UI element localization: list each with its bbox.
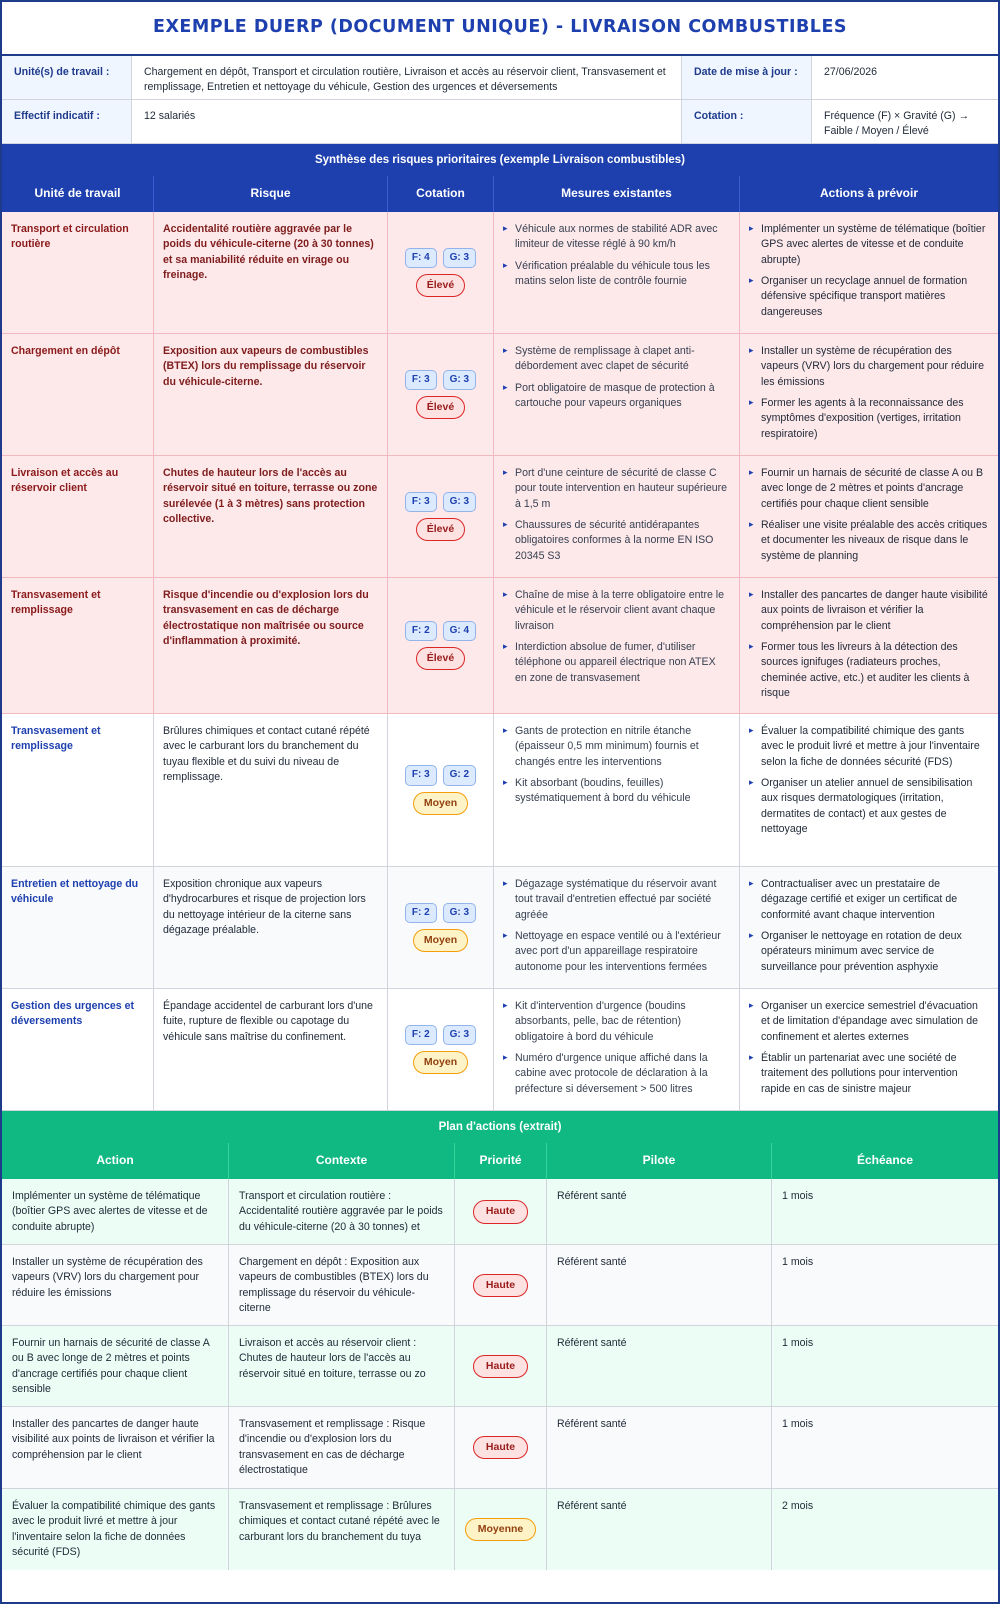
- fg-chips: [405, 370, 476, 391]
- risk-level-badge: Moyen: [413, 1051, 468, 1074]
- frequence-chip: F: 3: [405, 765, 437, 786]
- mesures-cell: [494, 456, 740, 577]
- meta-unites-value: Chargement en dépôt, Transport et circulation routière, Livraison et accès au réservoir client, Transvasement et remplissage, Entretien et nettoyage du véhicule, Gestion des urgences et déversements: [132, 56, 682, 100]
- plan-action: Fournir un harnais de sécurité de classe A ou B avec longe de 2 mètres et points d'ancrage certifiés pour chaque client sensible: [2, 1326, 229, 1407]
- risk-level-badge: Moyen: [413, 929, 468, 952]
- plan-action: Implémenter un système de télématique (boîtier GPS avec alertes de vitesse et de conduite abrupte): [2, 1179, 229, 1245]
- risk-description: Chutes de hauteur lors de l'accès au réservoir situé en toiture, terrasse ou zone surélevée (1 à 3 mètres) sans protection collective.: [154, 456, 388, 577]
- meta-cotation-label: Cotation :: [682, 100, 812, 143]
- risk-row: [2, 456, 998, 578]
- plan-body: [2, 1179, 998, 1570]
- synthese-header: [2, 176, 998, 212]
- risk-row: [2, 989, 998, 1111]
- action-item: ▸ Organiser le nettoyage en rotation de deux opérateurs minimum avec service de surveillance pour prévention asphyxie: [749, 929, 989, 975]
- mesures-list: [503, 999, 730, 1097]
- mesure-item: ▸ Dégazage systématique du réservoir avant tout travail d'entretien effectué par société agréée: [503, 877, 730, 923]
- risk-unit: Chargement en dépôt: [2, 334, 154, 455]
- priority-badge: Haute: [473, 1274, 528, 1297]
- meta-unites-label: Unité(s) de travail :: [2, 56, 132, 100]
- meta-date-value: 27/06/2026: [812, 56, 998, 100]
- fg-chips: [405, 248, 476, 269]
- plan-contexte: Transport et circulation routière : Accidentalité routière aggravée par le poids du véhicule-citerne (20 à 30 tonnes) et: [229, 1179, 455, 1245]
- mesures-list: [503, 466, 730, 564]
- page-title: EXEMPLE DUERP (DOCUMENT UNIQUE) - LIVRAISON COMBUSTIBLES: [152, 17, 848, 38]
- plan-action: Installer un système de récupération des vapeurs (VRV) lors du chargement pour réduire les émissions: [2, 1245, 229, 1326]
- risk-description: Exposition aux vapeurs de combustibles (BTEX) lors du remplissage du réservoir du véhicule-citerne.: [154, 334, 388, 455]
- action-item: ▸ Installer des pancartes de danger haute visibilité aux points de livraison et vérifier la compréhension par le client: [749, 588, 989, 634]
- mesure-item: ▸ Interdiction absolue de fumer, d'utiliser téléphone ou appareil électrique non ATEX en zone de transvasement: [503, 640, 730, 686]
- gravite-chip: G: 3: [443, 1025, 476, 1046]
- mesure-item: ▸ Kit d'intervention d'urgence (boudins absorbants, pelle, bac de rétention) obligatoire à bord du véhicule: [503, 999, 730, 1045]
- plan-action: Évaluer la compatibilité chimique des gants avec le produit livré et mettre à jour l'inventaire selon la fiche de données sécurité (FDS): [2, 1489, 229, 1570]
- risk-cotation: [388, 456, 494, 577]
- risk-row: [2, 714, 998, 867]
- action-item: ▸ Organiser un exercice semestriel d'évacuation et de limitation d'épandage avec simulation de confinement et alertes externes: [749, 999, 989, 1045]
- header-cotation: Cotation: [388, 176, 494, 212]
- risk-unit: Transvasement et remplissage: [2, 578, 154, 713]
- priority-badge: Haute: [473, 1355, 528, 1378]
- title-bar: [2, 2, 998, 56]
- header-echeance: Échéance: [856, 1153, 914, 1168]
- frequence-chip: F: 4: [405, 248, 437, 269]
- risk-unit: Transvasement et remplissage: [2, 714, 154, 866]
- actions-list: [749, 466, 989, 564]
- mesure-item: ▸ Chaussures de sécurité antidérapantes obligatoires conformes à la norme EN ISO 20345 S3: [503, 518, 730, 564]
- risk-cotation: [388, 989, 494, 1110]
- action-item: ▸ Établir un partenariat avec une société de traitement des pollutions pour intervention rapide en cas de sinistre majeur: [749, 1051, 989, 1097]
- frequence-chip: F: 2: [405, 1025, 437, 1046]
- risk-level-badge: Élevé: [416, 647, 465, 670]
- action-item: ▸ Réaliser une visite préalable des accès critiques et documenter les niveaux de risque dans le système de planning: [749, 518, 989, 564]
- gravite-chip: G: 3: [443, 248, 476, 269]
- meta-cotation-value: Fréquence (F) × Gravité (G) → Faible / Moyen / Élevé: [824, 110, 970, 138]
- mesure-item: ▸ Véhicule aux normes de stabilité ADR avec limiteur de vitesse réglé à 90 km/h: [503, 222, 730, 253]
- risk-row: [2, 578, 998, 714]
- frequence-chip: F: 3: [405, 370, 437, 391]
- actions-cell: [740, 456, 998, 577]
- plan-priorite: [455, 1407, 547, 1488]
- meta-effectif-value: 12 salariés: [132, 100, 682, 143]
- mesure-item: ▸ Système de remplissage à clapet anti-débordement avec clapet de sécurité: [503, 344, 730, 375]
- risk-description: Épandage accidentel de carburant lors d'une fuite, rupture de flexible ou capotage du véhicule sans maîtrise du confinement.: [154, 989, 388, 1110]
- action-item: ▸ Contractualiser avec un prestataire de dégazage certifié et exiger un certificat de conformité avant chaque intervention: [749, 877, 989, 923]
- risk-level-badge: Moyen: [413, 792, 468, 815]
- risk-unit: Livraison et accès au réservoir client: [2, 456, 154, 577]
- fg-chips: [405, 1025, 476, 1046]
- meta-effectif-label: Effectif indicatif :: [2, 100, 132, 143]
- mesures-list: [503, 344, 730, 411]
- plan-pilote: Référent santé: [547, 1179, 772, 1245]
- actions-cell: [740, 867, 998, 988]
- mesures-cell: [494, 212, 740, 333]
- plan-title: Plan d'actions (extrait): [2, 1111, 998, 1143]
- plan-contexte: Livraison et accès au réservoir client : Chutes de hauteur lors de l'accès au réservoir situé en toiture, terrasse ou zo: [229, 1326, 455, 1407]
- risk-unit: Gestion des urgences et déversements: [2, 989, 154, 1110]
- action-item: ▸ Former tous les livreurs à la détection des sources ignifuges (radiateurs proches, cheminée active, etc.) et auditer les clients à risque: [749, 640, 989, 701]
- risk-cotation: [388, 334, 494, 455]
- mesure-item: ▸ Port d'une ceinture de sécurité de classe C pour toute intervention en hauteur supérieure à 1,5 m: [503, 466, 730, 512]
- mesures-cell: [494, 578, 740, 713]
- risk-description: Risque d'incendie ou d'explosion lors du transvasement en cas de décharge électrostatique non maîtrisée ou source d'inflammation à proximité.: [154, 578, 388, 713]
- actions-cell: [740, 212, 998, 333]
- plan-contexte: Transvasement et remplissage : Risque d'incendie ou d'explosion lors du transvasement en cas de décharge électrostatique: [229, 1407, 455, 1488]
- header-action: Action: [2, 1143, 229, 1179]
- mesure-item: ▸ Chaîne de mise à la terre obligatoire entre le véhicule et le réservoir client avant chaque livraison: [503, 588, 730, 634]
- plan-action: Installer des pancartes de danger haute visibilité aux points de livraison et vérifier la compréhension par le client: [2, 1407, 229, 1488]
- plan-row: [2, 1407, 998, 1489]
- risk-level-badge: Élevé: [416, 518, 465, 541]
- mesures-cell: [494, 989, 740, 1110]
- mesures-cell: [494, 714, 740, 866]
- fg-chips: [405, 765, 476, 786]
- risk-unit: Transport et circulation routière: [2, 212, 154, 333]
- header-mesures: Mesures existantes: [494, 176, 740, 212]
- actions-cell: [740, 334, 998, 455]
- risk-row: [2, 334, 998, 456]
- actions-list: [749, 588, 989, 702]
- mesures-list: [503, 877, 730, 975]
- frequence-chip: F: 2: [405, 903, 437, 924]
- mesure-item: ▸ Nettoyage en espace ventilé ou à l'extérieur avec port d'un appareillage respiratoire autonome pour les interventions fermées: [503, 929, 730, 975]
- plan-row: [2, 1245, 998, 1326]
- mesure-item: ▸ Numéro d'urgence unique affiché dans la cabine avec protocole de déclaration à la préfecture si déversement > 500 litres: [503, 1051, 730, 1097]
- plan-echeance: 1 mois: [782, 1190, 814, 1202]
- plan-priorite: [455, 1489, 547, 1570]
- risk-cotation: [388, 714, 494, 866]
- meta-date-label: Date de mise à jour :: [682, 56, 812, 100]
- header-unite: Unité de travail: [2, 176, 154, 212]
- priority-badge: Haute: [473, 1200, 528, 1223]
- plan-row: [2, 1489, 998, 1570]
- mesures-cell: [494, 867, 740, 988]
- risk-cotation: [388, 212, 494, 333]
- mesure-item: ▸ Kit absorbant (boudins, feuilles) systématiquement à bord du véhicule: [503, 776, 730, 807]
- risk-cotation: [388, 578, 494, 713]
- gravite-chip: G: 3: [443, 370, 476, 391]
- plan-echeance: 1 mois: [782, 1418, 814, 1430]
- actions-cell: [740, 714, 998, 866]
- actions-list: [749, 999, 989, 1097]
- fg-chips: [405, 903, 476, 924]
- synthese-title: Synthèse des risques prioritaires (exemple Livraison combustibles): [2, 144, 998, 176]
- mesures-list: [503, 588, 730, 686]
- header-actions: Actions à prévoir: [819, 186, 919, 201]
- actions-cell: [740, 989, 998, 1110]
- gravite-chip: G: 4: [443, 621, 476, 642]
- frequence-chip: F: 3: [405, 492, 437, 513]
- frequence-chip: F: 2: [405, 621, 437, 642]
- fg-chips: [405, 492, 476, 513]
- mesure-item: ▸ Port obligatoire de masque de protection à cartouche pour vapeurs organiques: [503, 381, 730, 412]
- mesures-list: [503, 724, 730, 807]
- header-priorite: Priorité: [455, 1143, 547, 1179]
- risk-row: [2, 867, 998, 989]
- plan-echeance: 2 mois: [782, 1500, 814, 1512]
- gravite-chip: G: 3: [443, 492, 476, 513]
- action-item: ▸ Former les agents à la reconnaissance des symptômes d'exposition (vertiges, irritation respiratoire): [749, 396, 989, 442]
- plan-priorite: [455, 1245, 547, 1326]
- risk-unit: Entretien et nettoyage du véhicule: [2, 867, 154, 988]
- priority-badge: Haute: [473, 1436, 528, 1459]
- fg-chips: [405, 621, 476, 642]
- header-risque: Risque: [154, 176, 388, 212]
- gravite-chip: G: 2: [443, 765, 476, 786]
- mesure-item: ▸ Vérification préalable du véhicule tous les matins selon liste de contrôle fournie: [503, 259, 730, 290]
- mesures-list: [503, 222, 730, 289]
- risk-description: Brûlures chimiques et contact cutané répété avec le carburant lors du branchement du tuyau flexible et du suivi du niveau de remplissage.: [154, 714, 388, 866]
- action-item: ▸ Implémenter un système de télématique (boîtier GPS avec alertes de vitesse et de conduite abrupte): [749, 222, 989, 268]
- action-item: ▸ Organiser un recyclage annuel de formation défensive spécifique transport matières dangereuses: [749, 274, 989, 320]
- actions-cell: [740, 578, 998, 713]
- risk-row: [2, 212, 998, 334]
- plan-pilote: Référent santé: [547, 1489, 772, 1570]
- actions-list: [749, 344, 989, 442]
- risk-description: Accidentalité routière aggravée par le poids du véhicule-citerne (20 à 30 tonnes) et sa maniabilité réduite en virage ou freinage.: [154, 212, 388, 333]
- action-item: ▸ Organiser un atelier annuel de sensibilisation aux risques dermatologiques (irritation, dermatites de contact) et aux gestes de nettoyage: [749, 776, 989, 837]
- action-item: ▸ Installer un système de récupération des vapeurs (VRV) lors du chargement pour réduire les émissions: [749, 344, 989, 390]
- header-contexte: Contexte: [229, 1143, 455, 1179]
- gravite-chip: G: 3: [443, 903, 476, 924]
- plan-priorite: [455, 1179, 547, 1245]
- plan-row: [2, 1179, 998, 1245]
- plan-row: [2, 1326, 998, 1407]
- plan-pilote: Référent santé: [547, 1407, 772, 1488]
- priority-badge: Moyenne: [465, 1518, 537, 1541]
- mesures-cell: [494, 334, 740, 455]
- plan-contexte: Chargement en dépôt : Exposition aux vapeurs de combustibles (BTEX) lors du remplissage du réservoir du véhicule-citerne: [229, 1245, 455, 1326]
- risk-cotation: [388, 867, 494, 988]
- synthese-body: [2, 212, 998, 1111]
- actions-list: [749, 877, 989, 975]
- risk-description: Exposition chronique aux vapeurs d'hydrocarbures et risque de projection lors du nettoyage intérieur de la citerne sans dégazage préalable.: [154, 867, 388, 988]
- plan-header: [2, 1143, 998, 1179]
- plan-pilote: Référent santé: [547, 1245, 772, 1326]
- mesure-item: ▸ Gants de protection en nitrile étanche (épaisseur 0,5 mm minimum) fournis et changés entre les interventions: [503, 724, 730, 770]
- plan-pilote: Référent santé: [547, 1326, 772, 1407]
- plan-priorite: [455, 1326, 547, 1407]
- plan-echeance: 1 mois: [782, 1337, 814, 1349]
- plan-contexte: Transvasement et remplissage : Brûlures chimiques et contact cutané répété avec le carburant lors du branchement du tuya: [229, 1489, 455, 1570]
- risk-level-badge: Élevé: [416, 274, 465, 297]
- action-item: ▸ Fournir un harnais de sécurité de classe A ou B avec longe de 2 mètres et points d'ancrage certifiés pour chaque client sensible: [749, 466, 989, 512]
- action-item: ▸ Évaluer la compatibilité chimique des gants avec le produit livré et mettre à jour l'inventaire selon la fiche de données sécurité (FDS): [749, 724, 989, 770]
- plan-echeance: 1 mois: [782, 1256, 814, 1268]
- risk-level-badge: Élevé: [416, 396, 465, 419]
- header-pilote: Pilote: [547, 1143, 772, 1179]
- meta-grid: [2, 56, 998, 144]
- actions-list: [749, 724, 989, 838]
- actions-list: [749, 222, 989, 320]
